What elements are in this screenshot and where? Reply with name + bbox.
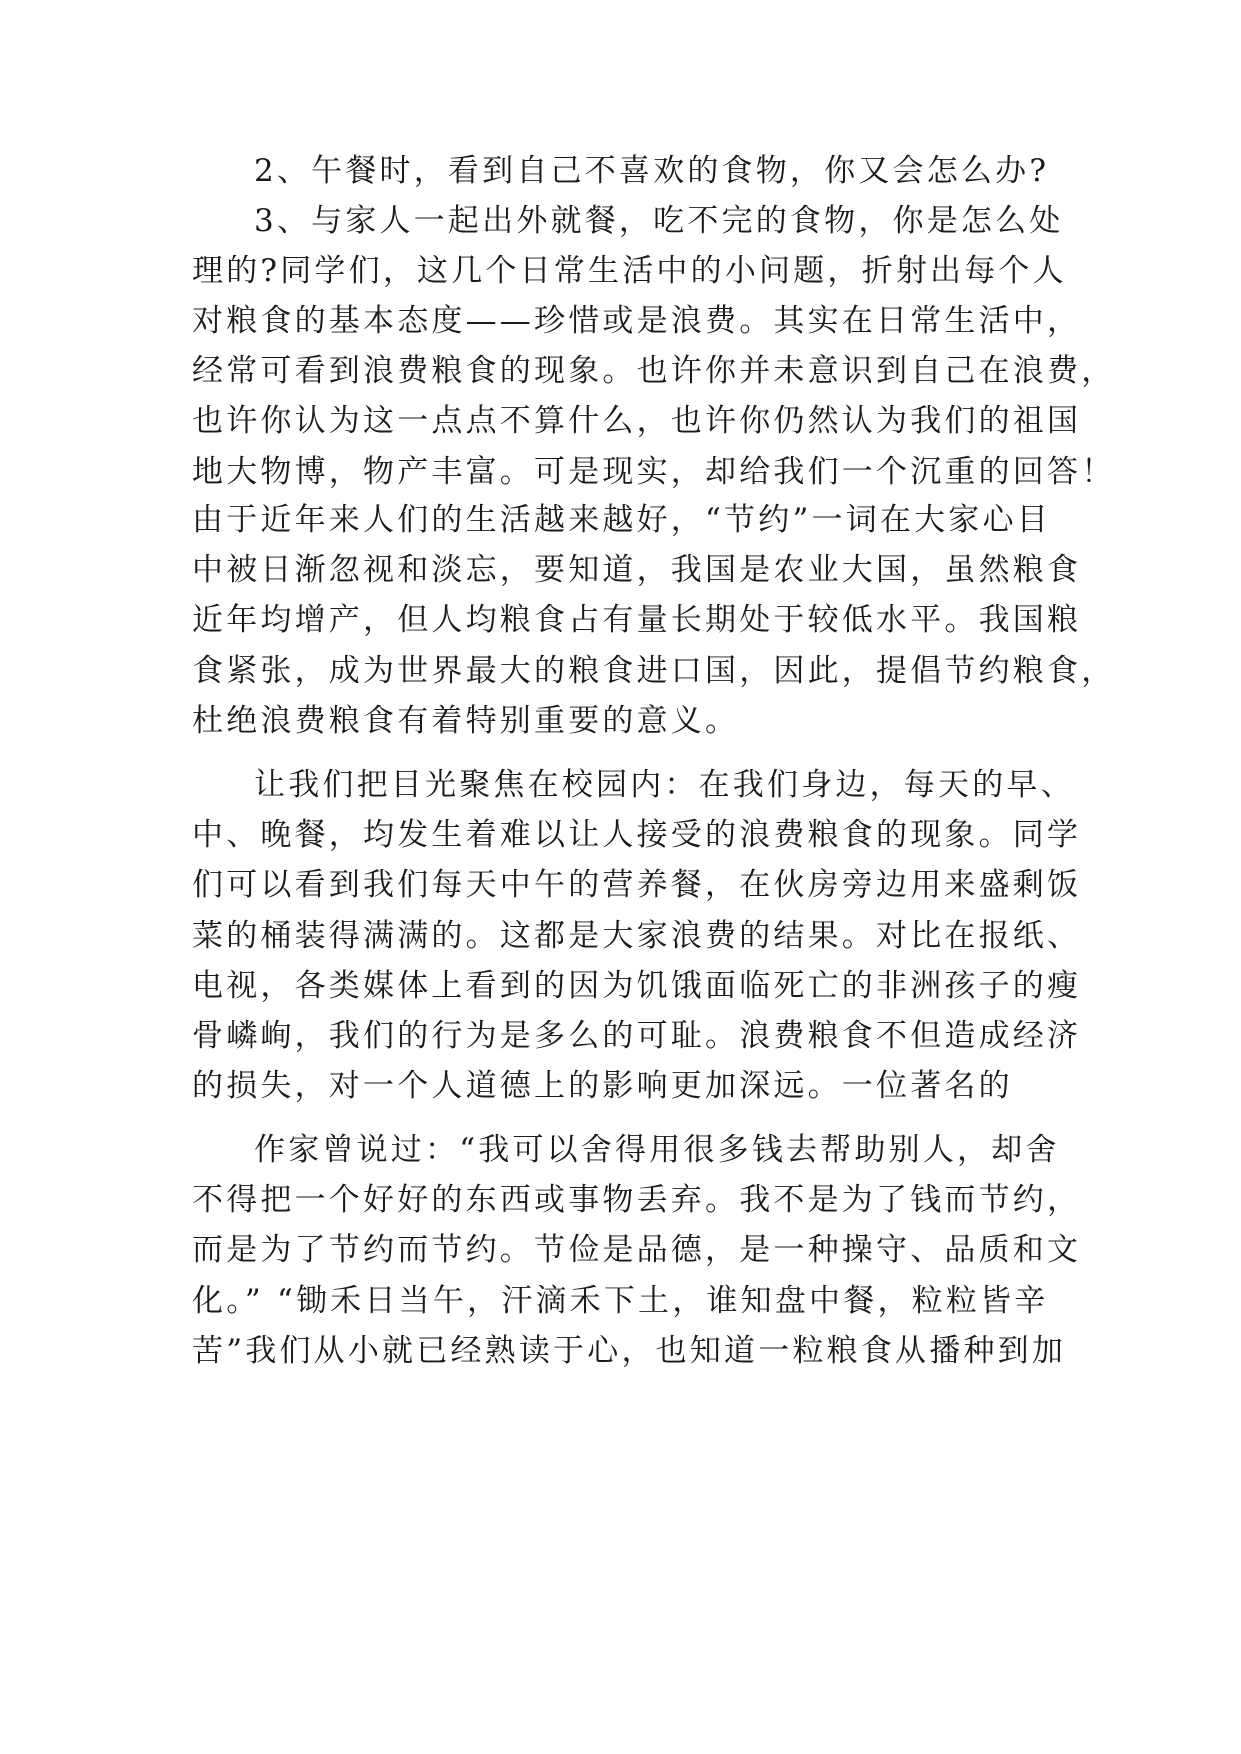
text-line: 作家曾说过：“我可以舍得用很多钱去帮助别人，却舍 [254,1132,1060,1168]
text-line: 电视，各类媒体上看到的因为饥饿面临死亡的非洲孩子的瘦 [192,968,1082,1004]
text-line: 杜绝浪费粮食有着特别重要的意义。 [192,703,740,739]
text-line: 地大物博，物产丰富。可是现实，却给我们一个沉重的回答！ [192,454,1116,490]
text-line: 而是为了节约而节约。节俭是品德，是一种操守、品质和文 [192,1232,1082,1268]
text-line: 食紧张，成为世界最大的粮食进口国，因此，提倡节约粮食， [192,653,1116,689]
text-line: 们可以看到我们每天中午的营养餐，在伙房旁边用来盛剩饭 [192,867,1082,903]
text-line: 的损失，对一个人道德上的影响更加深远。一位著名的 [192,1068,1013,1104]
text-line: 让我们把目光聚焦在校园内：在我们身边，每天的早、 [254,767,1075,803]
text-line: 理的?同学们，这几个日常生活中的小问题，折射出每个人 [192,253,1067,289]
text-line: 中、晚餐，均发生着难以让人接受的浪费粮食的现象。同学 [192,817,1082,853]
text-line: 菜的桶装得满满的。这都是大家浪费的结果。对比在报纸、 [192,918,1082,954]
text-line: 2、午餐时，看到自己不喜欢的食物，你又会怎么办? [254,153,1050,189]
text-line: 中被日渐忽视和淡忘，要知道，我国是农业大国，虽然粮食 [192,552,1082,588]
text-line: 也许你认为这一点点不算什么，也许你仍然认为我们的祖国 [192,403,1082,439]
text-line: 对粮食的基本态度——珍惜或是浪费。其实在日常生活中， [192,303,1082,339]
text-line: 近年均增产，但人均粮食占有量长期处于较低水平。我国粮 [192,602,1082,638]
text-line: 骨嶙峋，我们的行为是多么的可耻。浪费粮食不但造成经济 [192,1018,1082,1054]
text-line: 化。” “锄禾日当午，汗滴禾下土，谁知盘中餐，粒粒皆辛 [192,1283,1049,1319]
text-line: 经常可看到浪费粮食的现象。也许你并未意识到自己在浪费， [192,353,1116,389]
text-line: 不得把一个好好的东西或事物丢弃。我不是为了钱而节约， [192,1182,1082,1218]
text-line: 3、与家人一起出外就餐，吃不完的食物，你是怎么处 [254,203,1064,239]
text-line: 由于近年来人们的生活越来越好，“节约”一词在大家心目 [192,502,1051,538]
text-line: 苦”我们从小就已经熟读于心，也知道一粒粮食从播种到加 [192,1333,1067,1369]
